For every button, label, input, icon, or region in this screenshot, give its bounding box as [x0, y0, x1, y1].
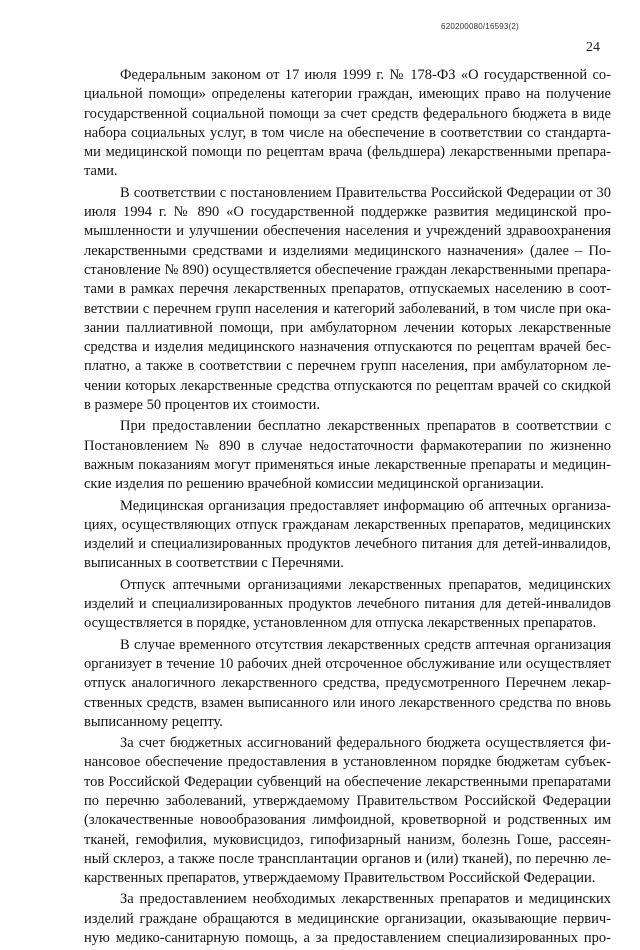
- text-line: в размере 50 процентов их стоимости.: [84, 397, 320, 414]
- text-line: государственной социальной помощи за счет средств федерального бюджета в виде: [84, 105, 611, 122]
- paragraph: [84, 184, 611, 416]
- paragraph: [84, 636, 611, 732]
- document-body: [84, 66, 611, 950]
- text-line: ские изделия по решению врачебной комиссии медицинской организации.: [84, 476, 544, 493]
- text-line: набора социальных услуг, в том числе на обеспечение в соответствии со стандарта-: [84, 124, 611, 141]
- text-line: ный склероз, а также после трансплантации органов и (или) тканей), по перечню ле-: [84, 850, 611, 867]
- text-line: тами.: [84, 163, 118, 180]
- text-line: выписанных в соответствии с Перечнями.: [84, 555, 344, 572]
- text-line: становление № 890) осуществляется обеспечение граждан лекарственными препара-: [84, 261, 611, 278]
- text-line: ми медицинской помощи по рецептам врача (фельдшера) лекарственными препара-: [84, 144, 611, 161]
- text-line: Медицинская организация предоставляет информацию об аптечных организа-: [120, 497, 611, 514]
- text-line: тов Российской Федерации субвенций на обеспечение лекарственными препаратами: [84, 773, 611, 790]
- text-line: При предоставлении бесплатно лекарственных препаратов в соответствии с: [120, 418, 611, 435]
- paragraph: [84, 66, 611, 182]
- text-line: изделий и специализированных продуктов лечебного питания для детей-инвалидов,: [84, 536, 611, 553]
- text-line: по перечню заболеваний, утверждаемому Правительством Российской Федерации: [84, 792, 611, 809]
- text-line: нансовое обеспечение предоставления в установленном порядке бюджетам субъек-: [84, 754, 611, 771]
- paragraph: [84, 890, 611, 948]
- text-line: карственных препаратов, утверждаемому Правительством Российской Федерации.: [84, 870, 596, 887]
- text-line: осуществляется в порядке, установленном для отпуска лекарственных препаратов.: [84, 615, 597, 632]
- text-line: мышленности и улучшении обеспечения населения и учреждений здравоохранения: [84, 223, 611, 240]
- text-line: тами в рамках перечня лекарственных препаратов, отпускаемых населению в соот-: [84, 281, 611, 298]
- text-line: выписанному рецепту.: [84, 713, 223, 730]
- text-line: чении которых лекарственные средства отпускаются по рецептам врачей со скидкой: [84, 377, 611, 394]
- text-line: отпуск аналогичного лекарственного средства, предусмотренного Перечнем лекар-: [84, 675, 611, 692]
- paragraph: [84, 497, 611, 574]
- text-line: изделий и специализированных продуктов лечебного питания для детей-инвалидов: [84, 596, 611, 613]
- text-line: платно, а также в соответствии с перечнем групп населения, при амбулаторном ле-: [84, 358, 611, 375]
- text-line: В случае временного отсутствия лекарственных средств аптечная организация: [120, 636, 611, 653]
- text-line: В соответствии с постановлением Правительства Российской Федерации от 30: [120, 184, 611, 201]
- text-line: лекарственными средствами и изделиями медицинского назначения» (далее – По-: [84, 242, 611, 259]
- document-id: 620200080/16593(2): [441, 22, 519, 31]
- text-line: За счет бюджетных ассигнований федерального бюджета осуществляется фи-: [120, 735, 611, 752]
- paragraph: [84, 417, 611, 494]
- text-line: тканей, гемофилия, муковисцидоз, гипофизарный нанизм, болезнь Гоше, рассеян-: [84, 831, 611, 848]
- text-line: За предоставлением необходимых лекарственных препаратов и медицинских: [120, 891, 611, 908]
- text-line: изделий граждане обращаются в медицинские организации, оказывающие первич-: [84, 910, 611, 927]
- text-line: организует в течение 10 рабочих дней отсроченное обслуживание или осуществляет: [84, 655, 611, 672]
- page-number: 24: [586, 40, 600, 55]
- text-line: ветствии с перечнем групп населения и категорий заболеваний, в том числе при ока-: [84, 300, 611, 317]
- text-line: Постановлением № 890 в случае недостаточности фармакотерапии по жизненно: [84, 437, 611, 454]
- text-line: циях, осуществляющих отпуск гражданам лекарственных препаратов, медицинских: [84, 516, 611, 533]
- paragraph: [84, 576, 611, 634]
- text-line: (злокачественные новообразования лимфоидной, кроветворной и родственных им: [84, 812, 611, 829]
- text-line: Отпуск аптечными организациями лекарственных препаратов, медицинских: [120, 576, 611, 593]
- text-line: средства и изделия медицинского назначения отпускаются по рецептам врачей бес-: [84, 339, 611, 356]
- text-line: ственных средств, взамен выписанного или иного лекарственного средства по вновь: [84, 694, 611, 711]
- text-line: июля 1994 г. № 890 «О государственной поддержке развития медицинской про-: [84, 204, 611, 221]
- paragraph: [84, 734, 611, 888]
- text-line: Федеральным законом от 17 июля 1999 г. № 178-ФЗ «О государственной со-: [120, 67, 611, 83]
- text-line: циальной помощи» определены категории граждан, имеющих право на получение: [84, 86, 611, 103]
- text-line: ную медико-санитарную помощь, а за предоставлением специализированных про-: [84, 930, 611, 947]
- text-line: важным показаниям могут применяться иные лекарственные препараты и медицин-: [84, 456, 611, 473]
- text-line: зании паллиативной помощи, при амбулаторном лечении которых лекарственные: [84, 319, 611, 336]
